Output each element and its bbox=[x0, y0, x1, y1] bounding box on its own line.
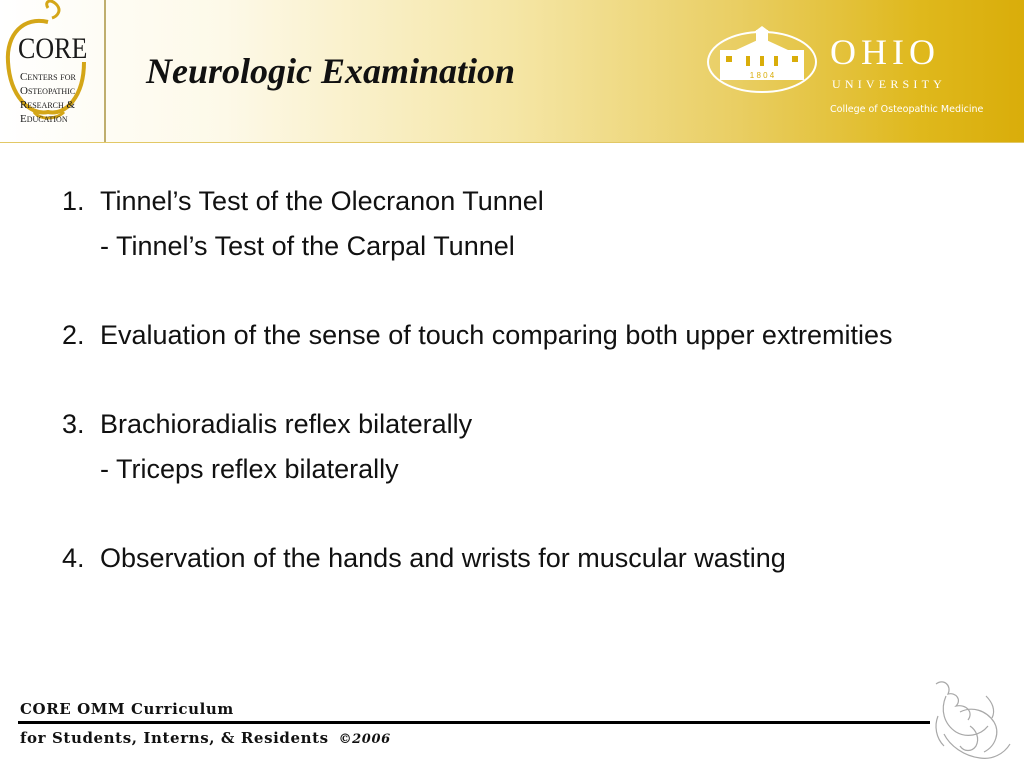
examination-list bbox=[62, 183, 962, 576]
item-text: Brachioradialis reflex bilaterally bbox=[100, 409, 473, 439]
footer-divider bbox=[18, 721, 930, 724]
item-number: 1. bbox=[62, 186, 85, 216]
list-item bbox=[62, 540, 962, 576]
core-logo-word: CORE bbox=[18, 31, 88, 66]
list-item bbox=[62, 406, 962, 487]
footer-audience-text: for Students, Interns, & Residents bbox=[20, 729, 329, 747]
item-text: Tinnel’s Test of the Olecranon Tunnel bbox=[100, 186, 544, 216]
core-logo bbox=[0, 0, 106, 142]
ohio-university-word: UNIVERSITY bbox=[832, 77, 946, 91]
footer-curriculum: CORE OMM Curriculum bbox=[20, 700, 234, 718]
ohio-college-name: College of Osteopathic Medicine bbox=[830, 104, 984, 115]
anatomy-sketch-icon bbox=[926, 676, 1016, 764]
item-text: Evaluation of the sense of touch comparing both upper extremities bbox=[100, 320, 893, 350]
founding-year: 1 8 0 4 bbox=[749, 71, 775, 80]
core-logo-lines bbox=[20, 70, 100, 126]
list-item bbox=[62, 317, 962, 353]
university-building-icon bbox=[706, 26, 818, 96]
ohio-name: OHIO bbox=[830, 32, 940, 72]
item-number: 2. bbox=[62, 320, 85, 350]
item-text: Observation of the hands and wrists for muscular wasting bbox=[100, 543, 786, 573]
item-subtext: - Triceps reflex bilaterally bbox=[100, 454, 399, 484]
ohio-university-logo bbox=[706, 24, 1006, 124]
slide-title: Neurologic Examination bbox=[146, 51, 516, 91]
footer-copyright: ©2006 bbox=[338, 732, 391, 747]
list-item bbox=[62, 183, 962, 264]
slide-header bbox=[0, 0, 1024, 143]
footer-audience bbox=[20, 729, 391, 747]
core-logo-line: Research & bbox=[20, 99, 76, 111]
item-number: 3. bbox=[62, 409, 85, 439]
item-subtext: - Tinnel’s Test of the Carpal Tunnel bbox=[100, 231, 515, 261]
core-logo-line: Osteopathic bbox=[20, 85, 76, 97]
header-divider bbox=[104, 0, 106, 142]
item-number: 4. bbox=[62, 543, 85, 573]
core-logo-line: Education bbox=[20, 113, 68, 125]
core-logo-line: Centers for bbox=[20, 71, 76, 83]
